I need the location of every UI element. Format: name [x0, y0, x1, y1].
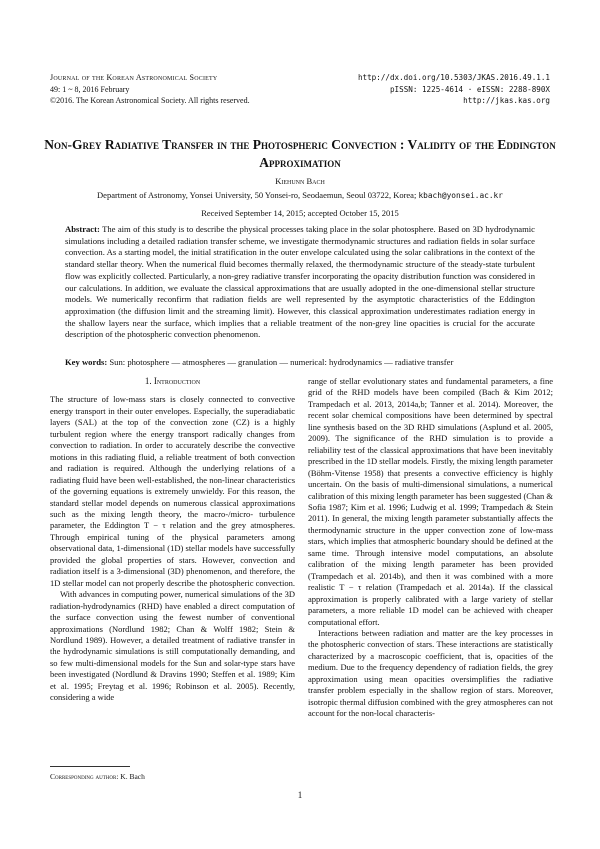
journal-identifiers: [358, 72, 550, 107]
paragraph: The structure of low-mass stars is closely connected to convective energy transport in their outer envelopes. Especially, the superadiabatic layers (SAL) at the top of the convection zone (CZ) is a highly turbulent region where the energy transport radically changes from convection to radiation. In order to accurately describe the convective motions in this radiating fluid, a reliable treatment of both convection and radiation is required. Although the underlying relations of a radiating fluid have been well-established, the non-linear characteristics of the governing equations is extremely unwieldy. For this reason, the standard stellar model depends on numerous classical approximations such as the mixing length theory, the macro-/micro- turbulence parameter, the Eddington T − τ relation and the grey atmospheres. Through empirical tuning of the physical parameters among observational data, 1-dimensional (1D) stellar models have successfully provided the global properties of stars. However, convection and radiation itself is a 3-dimensional (3D) phenomenon, and therefore, the 1D stellar model can not properly describe the photospheric convection.: [50, 394, 296, 588]
paragraph: range of stellar evolutionary states and fundamental parameters, a fine grid of the RHD models have been compiled (Bach & Kim 2012; Trampedach et al. 2013, 2014a,b; Tanner et al. 2014). Moreover, the recent solar chemical compositions have been determined by spectral line synthesis based on the 3D RHD simulations (Asplund et al. 2005, 2009). The significance of the RHD simulation is to provide a reliability test of the classical approximations that have been inevitably prescribed in the 1D stellar models. Firstly, the mixing length parameter (Böhm-Vitense 1958) that presents a convective efficiency is highly uncertain. On the basis of multi-dimensional simulations, a numerical calibration of this mixing length parameter has been suggested (Chan & Sofia 1987; Kim et al. 1996; Ludwig et al. 1999; Trampedach & Stein 2011). In general, the mixing length parameter substantially affects the thermodynamic structure in the upper convection zone of low-mass stars, which implies that atmospheric boundary should be defined at the same time. Through intensive model computations, an absolute calibration of the mixing length parameter has been provided (Trampedach et al. 2014b), and then it was combined with a more realistic T − τ relation (Trampedach et al. 2014a). If the classical approximation is properly calibrated with a large variety of stellar parameters, a more reliable 1D model can be achieved with cheaper computational effort.: [308, 376, 553, 627]
abstract: [65, 224, 535, 341]
footnote: [50, 772, 145, 781]
doi-link[interactable]: http://dx.doi.org/10.5303/JKAS.2016.49.1.1: [357, 73, 550, 82]
footnote-rule: [50, 766, 130, 767]
abstract-label: Abstract:: [65, 224, 100, 234]
volume-issue: 49: 1 ~ 8, 2016 February: [50, 84, 130, 94]
keywords-text: Sun: photosphere — atmospheres — granulation — numerical: hydrodynamics — radiative transfer: [109, 357, 454, 367]
footnote-label: Corresponding author:: [50, 772, 119, 781]
paragraph: Interactions between radiation and matter are the key processes in the photospheric convection of stars. These interactions are statistically characterized by a macroscopic coefficient, that is, opacities of the medium. Due to the frequency dependency of radiation fields, the grey approximation using mean opacities oversimplifies the radiative transfer problem especially in the shallow region of stars. Moreover, isotropic thermal diffusion combined with the grey atmospheres can not account for the non-local characteris-: [308, 627, 553, 719]
journal-header: [50, 72, 250, 107]
keywords-label: Key words:: [65, 357, 108, 367]
paragraph: With advances in computing power, numerical simulations of the 3D radiation-hydrodynamics (RHD) have enabled a direct computation of the surface convection using the fewest number of conventional approximations (Nordlund 1982; Chan & Wolff 1982; Stein & Nordlund 1989). However, a detailed treatment of radiative transfer in the hydrodynamic simulations is still computationally demanding, and so few multi-dimensional models for the Sun and solar-type stars have been investigated (Nordlund & Dravins 1990; Steffen et al. 1989; Kim et al. 1995; Freytag et al. 1996; Robinson et al. 2005). Recently, considering a wide: [50, 589, 295, 703]
section-heading: 1. Introduction: [144, 376, 201, 386]
affiliation-text: Department of Astronomy, Yonsei University, 50 Yonsei-ro, Seodaemun, Seoul 03722, Korea;: [97, 190, 417, 200]
footnote-name: K. Bach: [120, 772, 145, 781]
journal-url[interactable]: http://jkas.kas.org: [463, 96, 550, 105]
right-column: [308, 376, 553, 720]
author-name: Kiehunn Bach: [275, 176, 325, 186]
received-dates: Received September 14, 2015; accepted October 15, 2015: [201, 208, 399, 218]
paper-title: Non-Grey Radiative Transfer in the Photospheric Convection : Validity of the Eddington Approximation: [44, 137, 556, 170]
page-number: 1: [297, 790, 303, 800]
copyright: ©2016. The Korean Astronomical Society. All rights reserved.: [50, 96, 250, 105]
journal-name: Journal of the Korean Astronomical Society: [50, 73, 218, 82]
issn: pISSN: 1225-4614 · eISSN: 2288-890X: [389, 84, 550, 94]
affiliation: [0, 190, 600, 200]
abstract-text: The aim of this study is to describe the physical processes taking place in the solar photosphere. Based on 3D hydrodynamic simulations including a detailed radiation transfer scheme, we investigate thermodynamic structures and radiation fields in solar surface convection. As a starting model, the initial stratification in the outer envelope calculated using the solar calibrations in the context of the standard stellar theory. When the numerical fluid becomes thermally relaxed, the thermodynamic structure of the steady-state turbulent flow was explicitly collected. Particularly, a non-grey radiative transfer incorporating the opacity distribution function was considered in our calculations. In addition, we evaluate the classical approximations that are usually adopted in the one-dimensional stellar structure models. We numerically reconfirm that radiation fields are well represented by the asymptotic characteristics of the Eddington approximation (the diffusion limit and the streaming limit). However, this classical approximation underestimates radiation energy in the shallow layers near the surface, which implies that a reliable treatment of the non-grey line opacities is crucial for the accurate description of the photospheric convection phenomenon.: [65, 224, 535, 340]
left-column: [50, 376, 295, 704]
keywords: [65, 357, 535, 369]
author-email[interactable]: kbach@yonsei.ac.kr: [418, 191, 503, 200]
